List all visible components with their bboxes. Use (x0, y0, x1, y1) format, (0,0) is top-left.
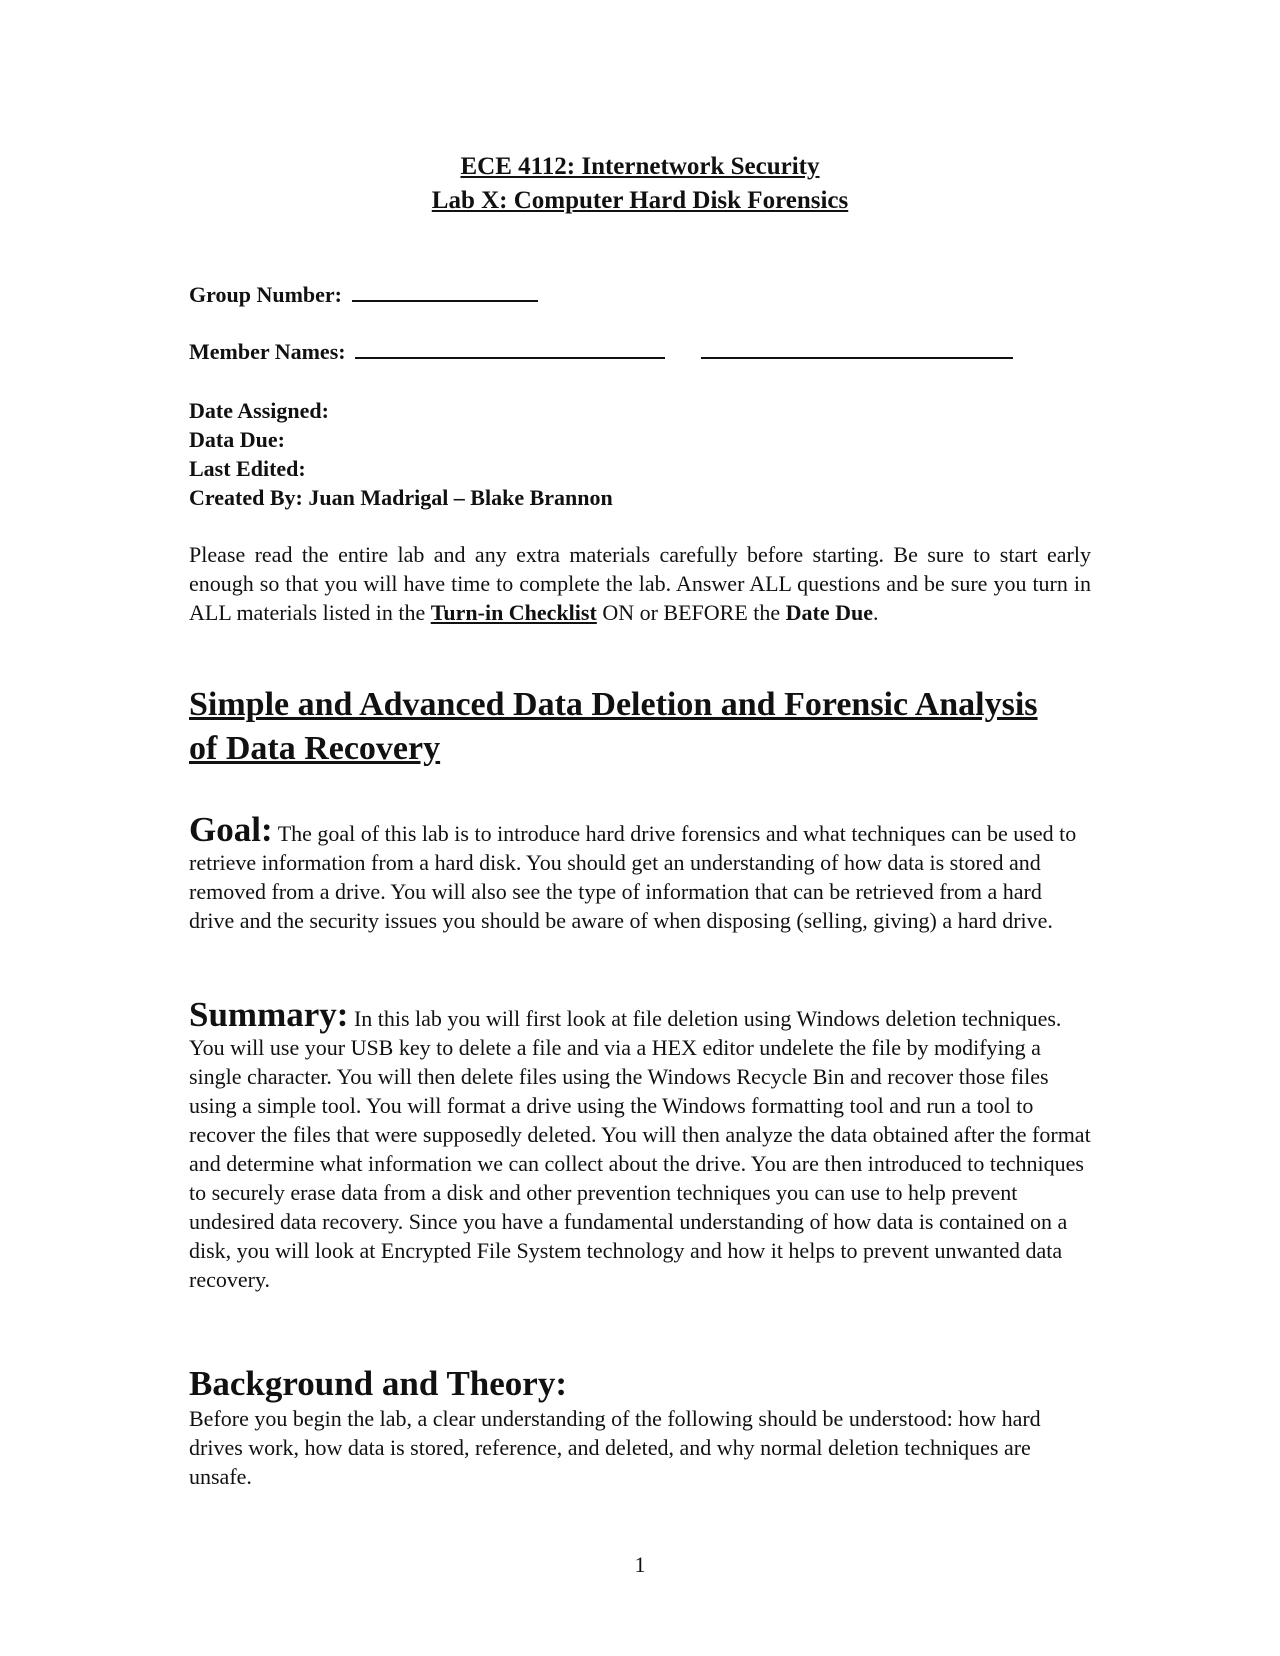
date-due-ref: Date Due (785, 600, 874, 625)
intro-text-2: ON or BEFORE the (596, 600, 786, 625)
turn-in-checklist-ref: Turn-in Checklist (430, 600, 597, 625)
intro-paragraph (189, 540, 1091, 627)
summary-heading: Summary: (189, 995, 349, 1034)
intro-text-3: . (873, 600, 879, 625)
course-title: ECE 4112: Internetwork Security (460, 153, 820, 180)
lab-title: Lab X: Computer Hard Disk Forensics (431, 187, 849, 214)
group-number-field (189, 280, 538, 309)
goal-text: The goal of this lab is to introduce hard drive forensics and what techniques can be used to retrieve information from a hard disk. You should get an understanding of how data is stored and removed from a drive. You will also see the type of information that can be retrieved from a hard drive and the security issues you should be aware of when disposing (selling, giving) a hard drive. (189, 821, 1077, 933)
member-names-field (189, 337, 1013, 366)
document-title (0, 150, 1280, 218)
goal-heading: Goal: (189, 810, 273, 849)
page-number: 1 (634, 1552, 646, 1577)
group-number-label: Group Number: (189, 282, 342, 307)
member-name-blank-1 (355, 337, 665, 359)
goal-section (189, 810, 1091, 935)
summary-text: In this lab you will first look at file deletion using Windows deletion techniques. You will use your USB key to delete a file and via a HEX editor undelete the file by modifying a single character. You will then delete files using the Windows Recycle Bin and recover those files using a simple tool. You will format a drive using the Windows formatting tool and run a tool to recover the files that were supposedly deleted. You will then analyze the data obtained after the format and determine what information we can collect about the drive. You are then introduced to techniques to securely erase data from a disk and other prevention techniques you can use to help prevent undesired data recovery. Since you have a fundamental understanding of how data is contained on a disk, you will look at Encrypted File System technology and how it helps to prevent unwanted data recovery. (189, 1006, 1091, 1292)
date-assigned-label: Date Assigned: (189, 398, 329, 423)
last-edited-label: Last Edited: (189, 456, 306, 481)
group-number-blank (352, 280, 538, 302)
intro-text-1: Please read the entire lab and any extra materials carefully before starting. Be sure to start early enough so that you will have time to complete the lab. Answer ALL questions and be sure you turn in ALL materials listed in the (189, 542, 1091, 625)
member-names-label: Member Names: (189, 339, 346, 364)
main-heading: Simple and Advanced Data Deletion and Forensic Analysis of Data Recovery (189, 686, 1038, 767)
member-name-blank-2 (701, 337, 1013, 359)
background-text: Before you begin the lab, a clear understanding of the following should be understood: how hard drives work, how data is stored, reference, and deleted, and why normal deletion techniques are unsafe. (189, 1406, 1041, 1489)
summary-section (189, 995, 1091, 1294)
date-due-label: Data Due: (189, 427, 285, 452)
lab-metadata (189, 396, 613, 512)
created-by-label: Created By: Juan Madrigal – Blake Brannon (189, 485, 613, 510)
background-heading: Background and Theory: (189, 1364, 567, 1403)
